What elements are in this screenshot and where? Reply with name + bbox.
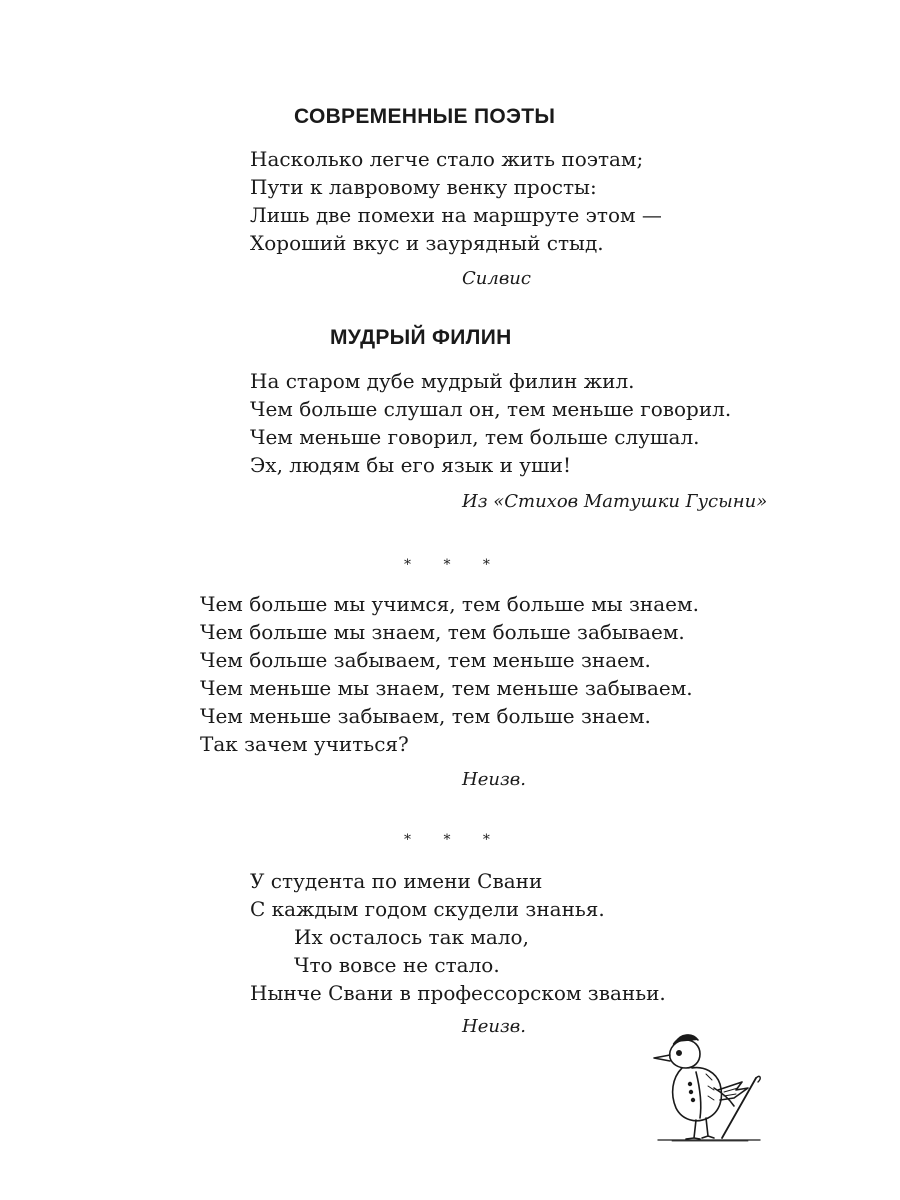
poem-title: СОВРЕМЕННЫЕ ПОЭТЫ	[294, 105, 556, 128]
poem-line: Чем больше мы знаем, тем больше забываем.	[200, 620, 685, 644]
poem-author: Неизв.	[462, 769, 526, 790]
poem-line: Так зачем учиться?	[200, 732, 409, 756]
poem-line: Пути к лавровому венку просты:	[250, 175, 597, 199]
poem-line: Хороший вкус и заурядный стыд.	[250, 231, 604, 255]
poem-line: Чем больше забываем, тем меньше знаем.	[200, 648, 651, 672]
bird-with-cane-icon	[652, 1028, 764, 1148]
poem-line: На старом дубе мудрый филин жил.	[250, 369, 635, 393]
poem-title: МУДРЫЙ ФИЛИН	[330, 326, 512, 349]
poem-line: Эх, людям бы его язык и уши!	[250, 453, 572, 477]
poem-line: У студента по имени Свани	[250, 869, 543, 893]
poem-line: Чем меньше говорил, тем больше слушал.	[250, 425, 700, 449]
poem-line: Чем меньше мы знаем, тем меньше забываем.	[200, 676, 693, 700]
poem-line: Чем меньше забываем, тем больше знаем.	[200, 704, 651, 728]
poem-line: Насколько легче стало жить поэтам;	[250, 147, 644, 171]
poem-author: Неизв.	[462, 1016, 526, 1037]
poem-author: Из «Стихов Матушки Гусыни»	[462, 491, 768, 512]
poem-line: Чем больше слушал он, тем меньше говорил.	[250, 397, 732, 421]
poem-line: Чем больше мы учимся, тем больше мы знаем.	[200, 592, 699, 616]
poem-author: Силвис	[462, 268, 531, 289]
section-separator: * * *	[404, 557, 504, 573]
poem-line-indented: Их осталось так мало,	[294, 925, 529, 949]
poem-line: Нынче Свани в профессорском званьи.	[250, 981, 666, 1005]
poem-line: С каждым годом скудели знанья.	[250, 897, 605, 921]
poem-line: Лишь две помехи на маршруте этом —	[250, 203, 662, 227]
poem-line-indented: Что вовсе не стало.	[294, 953, 500, 977]
section-separator: * * *	[404, 832, 504, 848]
